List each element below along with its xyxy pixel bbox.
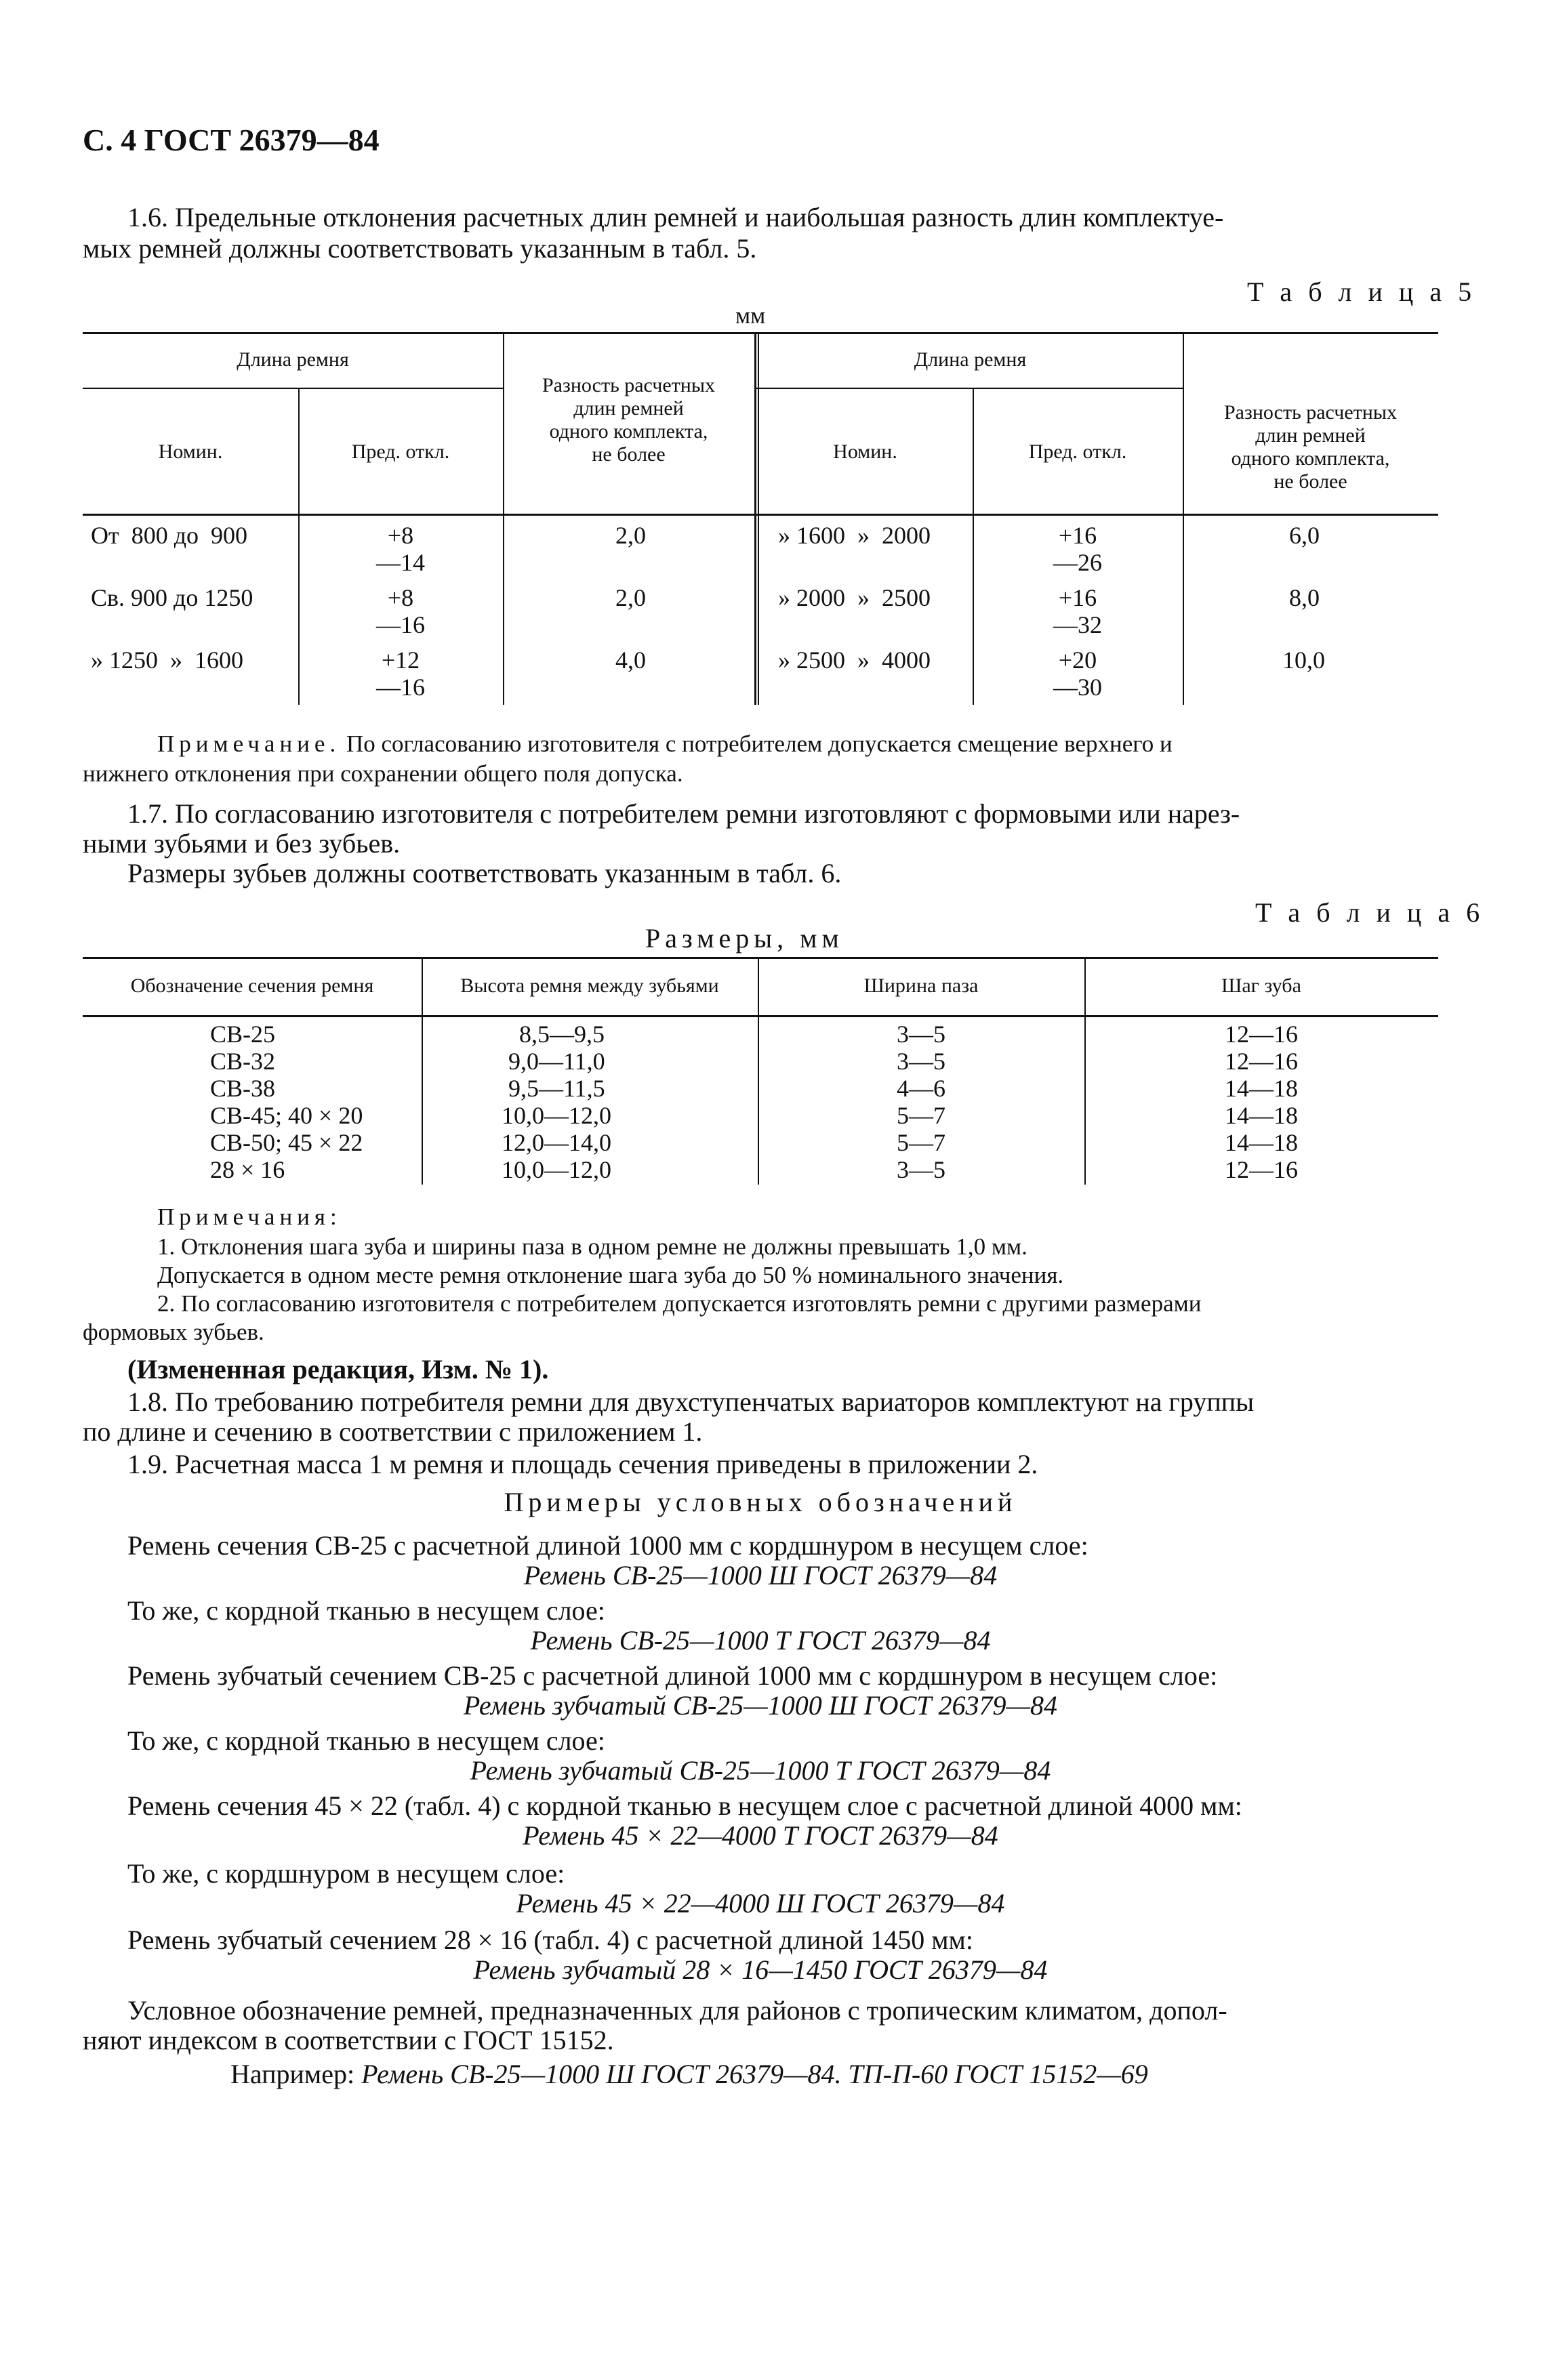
t5-header-diff-mid: Разность расчетных длин ремней одного комплекта, не более	[542, 374, 715, 466]
p17-line3: Размеры зубьев должны соответствовать указанным в табл. 6.	[127, 858, 842, 888]
t6-r4-c2: 10,0—12,0	[502, 1102, 611, 1129]
example-7-text: Ремень зубчатый сечением 28 × 16 (табл. 4) с расчетной длиной 1450 мм:	[127, 1925, 973, 1955]
table6-unit: Размеры, мм	[645, 923, 844, 953]
t6-col-pitch	[1084, 1021, 1438, 1183]
t6-col-height	[502, 1021, 611, 1183]
example-4-designation: Ремень зубчатый СВ-25—1000 Т ГОСТ 26379—84	[470, 1755, 1051, 1786]
tropic-line2: няют индексом в соответствии с ГОСТ 15152.	[83, 2025, 614, 2055]
notes6-n2b: формовых зубьев.	[83, 1319, 264, 1345]
t6-r5-c2: 12,0—14,0	[502, 1129, 611, 1156]
t6-r3-c3: 4—6	[897, 1075, 945, 1102]
t6-header-section: Обозначение сечения ремня	[130, 974, 374, 997]
t5-r1-dev-left: +8 —14	[376, 522, 425, 576]
t6-header-height: Высота ремня между зубьями	[460, 974, 719, 997]
t6-r2-c3: 3—5	[897, 1048, 945, 1075]
t6-r2-c2: 9,0—11,0	[508, 1048, 605, 1075]
t5-r1-diff-left: 2,0	[615, 522, 646, 549]
notes6-n2a: 2. По согласованию изготовителя с потребителем допускается изготовлять ремни с другими размерами	[157, 1290, 1202, 1317]
t5-r1-nom-left: От 800 до 900	[91, 522, 248, 549]
t5-header-dev-right: Пред. откл.	[1028, 440, 1127, 463]
t6-r5-c1: СВ-50; 45 × 22	[210, 1129, 363, 1156]
t6-r6-c2: 10,0—12,0	[502, 1156, 611, 1183]
t6-col-groove	[758, 1021, 1084, 1183]
example-7-designation: Ремень зубчатый 28 × 16—1450 ГОСТ 26379—84	[473, 1954, 1048, 1985]
t5-header-nom-left: Номин.	[158, 440, 223, 463]
notes6-n1: 1. Отклонения шага зуба и ширины паза в одном ремне не должны превышать 1,0 мм.	[157, 1233, 1027, 1260]
t5-r3-diff-right: 10,0	[1282, 647, 1325, 674]
t6-r2-c4: 12—16	[1225, 1048, 1298, 1075]
example-2-designation: Ремень СВ-25—1000 Т ГОСТ 26379—84	[530, 1625, 991, 1656]
note5-line2: нижнего отклонения при сохранении общего поля допуска.	[83, 760, 683, 787]
t6-r6-c1: 28 × 16	[210, 1156, 285, 1183]
t6-r3-c4: 14—18	[1225, 1075, 1298, 1102]
p16-line1: 1.6. Предельные отклонения расчетных длин ремней и наибольшая разность длин комплектуе-	[127, 202, 1224, 232]
p18-line2: по длине и сечению в соответствии с приложением 1.	[83, 1416, 703, 1447]
tropic-example: Например: Ремень СВ-25—1000 Ш ГОСТ 26379—84. ТП-П-60 ГОСТ 15152—69	[230, 2059, 1148, 2089]
t6-r6-c4: 12—16	[1225, 1156, 1298, 1183]
note5-line1: Примечание. По согласованию изготовителя с потребителем допускается смещение верхнего и	[157, 731, 1173, 757]
t6-header-pitch: Шаг зуба	[1221, 974, 1301, 997]
notes6-label: Примечания:	[157, 1204, 342, 1230]
t6-col-section	[210, 1021, 363, 1183]
t5-r3-nom-left: » 1250 » 1600	[91, 647, 243, 674]
example-5-designation: Ремень 45 × 22—4000 Т ГОСТ 26379—84	[523, 1820, 998, 1851]
example-1-text: Ремень сечения СВ-25 с расчетной длиной 1000 мм с кордшнуром в несущем слое:	[127, 1530, 1088, 1561]
t5-header-dev-left: Пред. откл.	[351, 440, 450, 463]
table5-unit: мм	[735, 302, 766, 329]
t6-r5-c4: 14—18	[1225, 1129, 1298, 1156]
example-3-designation: Ремень зубчатый СВ-25—1000 Ш ГОСТ 26379—84	[463, 1690, 1058, 1721]
t5-r3-dev-left: +12 —16	[376, 647, 425, 701]
t5-r3-diff-left: 4,0	[615, 647, 646, 674]
t5-header-length-right: Длина ремня	[914, 348, 1027, 371]
t6-r1-c1: СВ-25	[210, 1021, 276, 1048]
t5-r1-diff-right: 6,0	[1289, 522, 1320, 549]
t6-r6-c3: 3—5	[897, 1156, 945, 1183]
t5-header-nom-right: Номин.	[833, 440, 897, 463]
p17-line1: 1.7. По согласованию изготовителя с потребителем ремни изготовляют с формовыми или нарез-	[127, 798, 1240, 829]
t5-r1-nom-right: » 1600 » 2000	[778, 522, 931, 549]
page-header: С. 4 ГОСТ 26379—84	[83, 123, 380, 157]
t5-r2-diff-right: 8,0	[1289, 584, 1320, 611]
t6-r2-c1: СВ-32	[210, 1048, 276, 1075]
t6-r4-c4: 14—18	[1225, 1102, 1298, 1129]
t6-r3-c1: СВ-38	[210, 1075, 276, 1102]
t5-r3-nom-right: » 2500 » 4000	[778, 647, 931, 674]
table6-caption: Т а б л и ц а 6	[1255, 897, 1485, 928]
t5-r2-nom-left: Св. 900 до 1250	[91, 584, 253, 611]
t5-r2-nom-right: » 2000 » 2500	[778, 584, 931, 611]
example-5-text: Ремень сечения 45 × 22 (табл. 4) с кордной тканью в несущем слое с расчетной длиной 4000 мм:	[127, 1790, 1242, 1821]
t5-r3-dev-right: +20 —30	[1053, 647, 1102, 701]
example-2-text: То же, с кордной тканью в несущем слое:	[127, 1595, 605, 1626]
t6-r1-c4: 12—16	[1225, 1021, 1298, 1048]
t5-header-length-left: Длина ремня	[237, 348, 349, 371]
p18-line1: 1.8. По требованию потребителя ремни для двухступенчатых вариаторов комплектуют на группы	[127, 1387, 1255, 1417]
notes6-n1b: Допускается в одном месте ремня отклонение шага зуба до 50 % номинального значения.	[157, 1262, 1064, 1288]
example-3-text: Ремень зубчатый сечением СВ-25 с расчетной длиной 1000 мм с кордшнуром в несущем слое:	[127, 1660, 1218, 1691]
t6-r4-c3: 5—7	[897, 1102, 945, 1129]
t5-r2-dev-right: +16 —32	[1053, 584, 1102, 638]
table5-caption: Т а б л и ц а 5	[1247, 276, 1477, 307]
t5-header-diff-right: Разность расчетных длин ремней одного комплекта, не более	[1223, 401, 1397, 493]
t6-header-groove: Ширина паза	[863, 974, 979, 997]
examples-title: Примеры условных обозначений	[504, 1487, 1017, 1517]
p19: 1.9. Расчетная масса 1 м ремня и площадь сечения приведены в приложении 2.	[127, 1449, 1038, 1479]
example-1-designation: Ремень СВ-25—1000 Ш ГОСТ 26379—84	[523, 1560, 998, 1591]
t6-r1-c3: 3—5	[897, 1021, 945, 1048]
p17-line2: ными зубьями и без зубьев.	[83, 828, 401, 859]
edit-note: (Измененная редакция, Изм. № 1).	[127, 1354, 549, 1384]
example-6-text: То же, с кордшнуром в несущем слое:	[127, 1858, 565, 1889]
t6-r1-c2: 8,5—9,5	[519, 1021, 605, 1048]
t5-r2-diff-left: 2,0	[615, 584, 646, 611]
t5-r2-dev-left: +8 —16	[376, 584, 425, 638]
t6-r4-c1: СВ-45; 40 × 20	[210, 1102, 363, 1129]
example-6-designation: Ремень 45 × 22—4000 Ш ГОСТ 26379—84	[516, 1888, 1005, 1919]
t6-r5-c3: 5—7	[897, 1129, 945, 1156]
example-4-text: То же, с кордной тканью в несущем слое:	[127, 1725, 605, 1756]
t6-r3-c2: 9,5—11,5	[508, 1075, 605, 1102]
t5-r1-dev-right: +16 —26	[1053, 522, 1102, 576]
tropic-line1: Условное обозначение ремней, предназначенных для районов с тропическим климатом, допол-	[127, 1995, 1227, 2026]
p16-line2: мых ремней должны соответствовать указанным в табл. 5.	[83, 233, 757, 264]
